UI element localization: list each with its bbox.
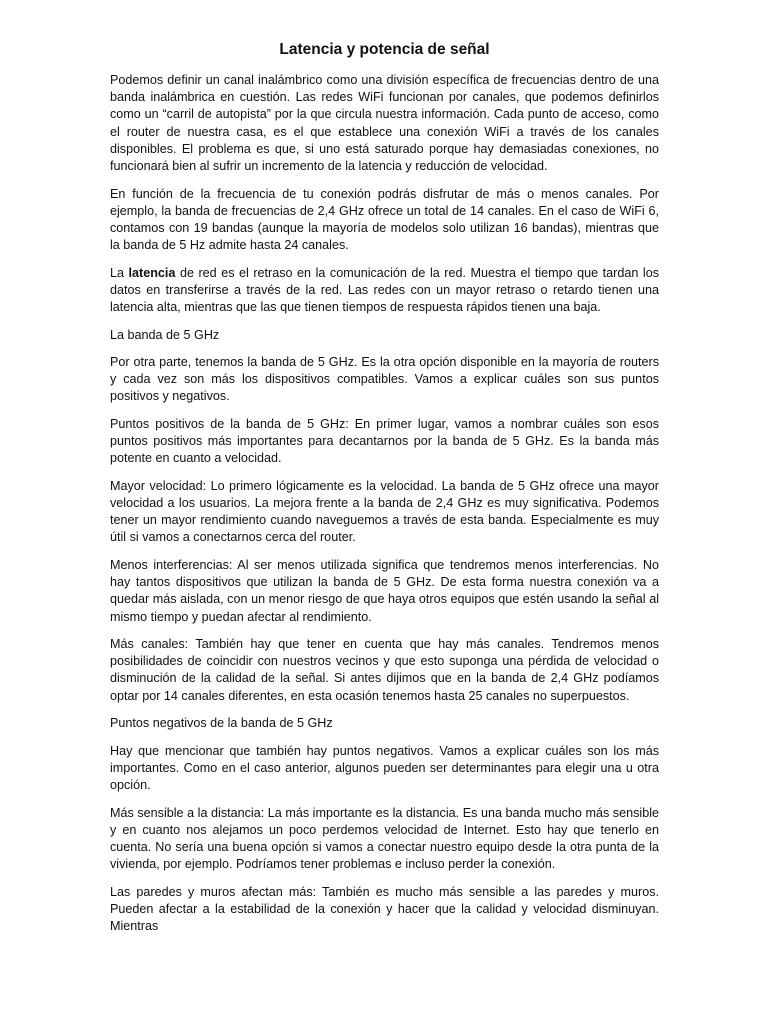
paragraph-sensible-distancia: Más sensible a la distancia: La más importante es la distancia. Es una banda mucho más sensible y en cuanto nos alejamos un poco perdemos velocidad de Internet. Esto hay que tenerlo en cuenta. No sería una buena opción si vamos a conectar nuestro equipo desde la otra punta de la vivienda, por ejemplo. Podríamos tener problemas e incluso perder la conexión. [110,805,659,872]
paragraph-puntos-negativos-intro: Hay que mencionar que también hay puntos negativos. Vamos a explicar cuáles son los más importantes. Como en el caso anterior, algunos pueden ser determinantes para elegir una u otra opción. [110,743,659,793]
paragraph-latencia [110,265,659,317]
paragraph-frecuencia-canales: En función de la frecuencia de tu conexión podrás disfrutar de más o menos canales. Por ejemplo, la banda de frecuencias de 2,4 GHz ofrece un total de 14 canales. En el caso de WiFi 6, contamos con 19 bandas (aunque la mayoría de modelos solo utilizan 16 bandas), mientras que la banda de 5 Hz admite hasta 24 canales. [110,186,659,253]
paragraph-canal-inalambrico: Podemos definir un canal inalámbrico como una división específica de frecuencias dentro de una banda inalámbrica en cuestión. Las redes WiFi funcionan por canales, que podemos definirlos como un “carril de autopista” por la que circula nuestra información. Cada punto de acceso, como el router de nuestra casa, es el que establece una conexión WiFi a través de los canales disponibles. El problema es que, si uno está saturado porque hay demasiadas conexiones, no funcionará bien al sufrir un incremento de la latencia y reducción de velocidad. [110,73,659,174]
paragraph-puntos-positivos: Puntos positivos de la banda de 5 GHz: En primer lugar, vamos a nombrar cuáles son esos puntos positivos más importantes para decantarnos por la banda de 5 GHz. Es la banda más potente en cuanto a velocidad. [110,416,659,466]
section-heading-banda-5ghz: La banda de 5 GHz [110,327,220,342]
paragraph-menos-interferencias: Menos interferencias: Al ser menos utilizada significa que tendremos menos interferencias. No hay tantos dispositivos que utilizan la banda de 5 GHz. De esta forma nuestra conexión va a quedar más aislada, con un menor riesgo de que haya otros equipos que estén usando la señal al mismo tiempo y puedan afectar al rendimiento. [110,557,659,624]
paragraph-banda-5ghz-intro: Por otra parte, tenemos la banda de 5 GHz. Es la otra opción disponible en la mayoría de routers y cada vez son más los dispositivos compatibles. Vamos a explicar cuáles son sus puntos positivos y negativos. [110,355,659,404]
document-title: Latencia y potencia de señal [279,41,490,58]
latencia-intro-text: La [110,265,129,280]
section-heading-puntos-negativos: Puntos negativos de la banda de 5 GHz [110,716,333,731]
paragraph-paredes-muros: Las paredes y muros afectan más: También es mucho más sensible a las paredes y muros. Pueden afectar a la estabilidad de la conexión y hacer que la calidad y velocidad disminuyan. Mientras [110,884,659,934]
latencia-bold-term: latencia [128,265,176,280]
paragraph-mas-canales: Más canales: También hay que tener en cuenta que hay más canales. Tendremos menos posibilidades de coincidir con nuestros vecinos y que esto suponga una pérdida de velocidad o disminución de la calidad de la señal. Si antes dijimos que en la banda de 2,4 GHz podíamos optar por 14 canales diferentes, en esta ocasión tenemos hasta 25 canales no superpuestos. [110,637,659,703]
latencia-body-text: de red es el retraso en la comunicación de la red. Muestra el tiempo que tardan los datos en transferirse a través de la red. Las redes con un mayor retraso o retardo tienen una latencia alta, mientras que las que tienen tiempos de respuesta rápidos tienen una baja. [110,265,659,315]
document-page [110,40,659,946]
paragraph-mayor-velocidad: Mayor velocidad: Lo primero lógicamente es la velocidad. La banda de 5 GHz ofrece una mayor velocidad a los usuarios. La mejora frente a la banda de 2,4 GHz es muy significativa. Podemos tener un mayor rendimiento cuando naveguemos a través de esta banda. Especialmente es muy útil si vamos a conectarnos cerca del router. [110,478,659,545]
